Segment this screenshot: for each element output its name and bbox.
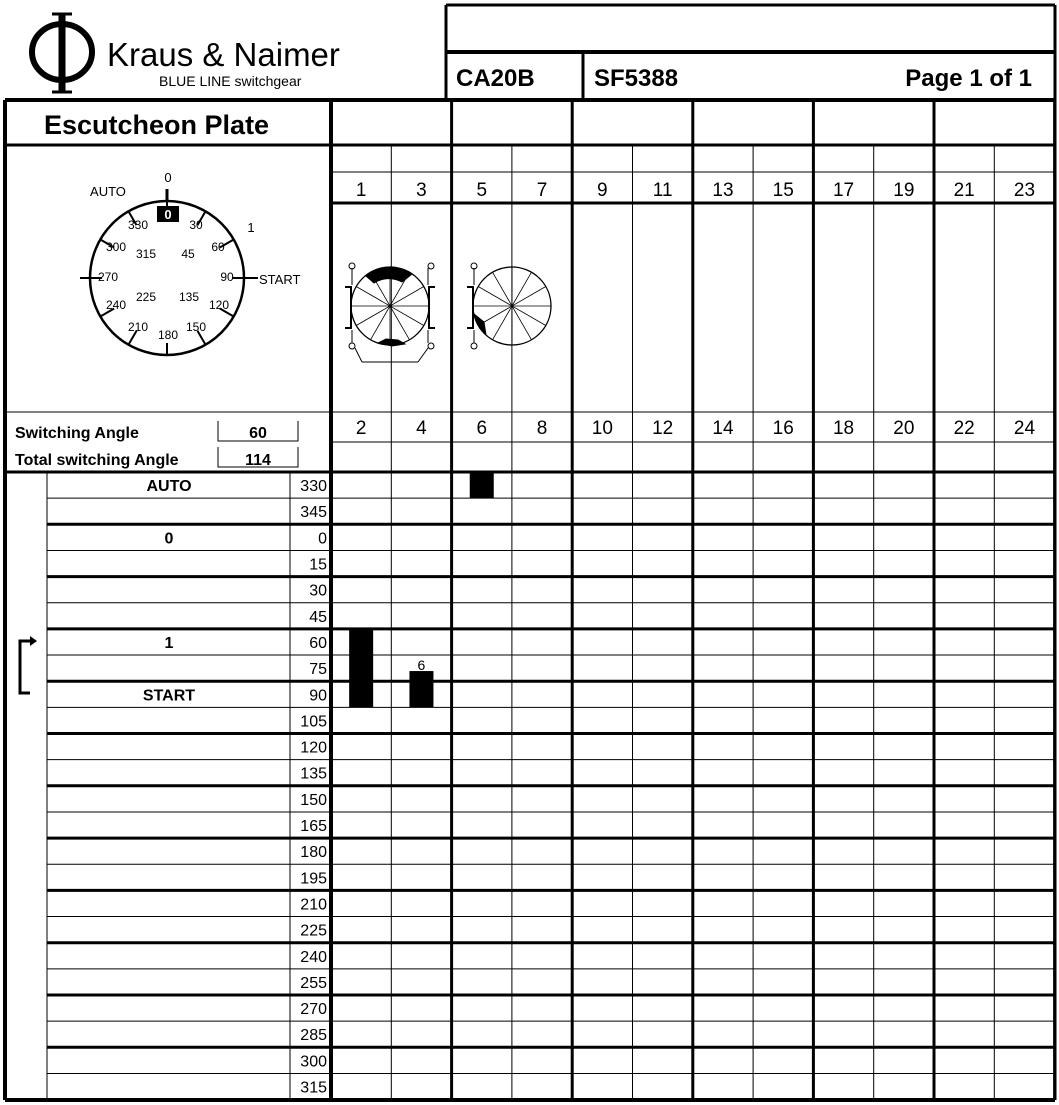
dial-mark-225: 225 [135, 290, 157, 304]
contact-number-bottom: 4 [416, 418, 427, 439]
contact-number-top: 15 [772, 180, 794, 201]
total-angle-value: 114 [245, 452, 271, 469]
dial-mark-210: 210 [127, 320, 149, 334]
contact-number-top: 17 [832, 180, 855, 201]
contact-number-top: 21 [953, 180, 975, 201]
position-angle: 15 [309, 556, 327, 574]
contact-number-top: 7 [536, 180, 548, 201]
contact-number-top: 11 [652, 180, 673, 201]
position-angle: 45 [309, 608, 327, 626]
position-angle: 150 [300, 791, 327, 809]
dial-mark-60: 60 [211, 240, 225, 254]
dial-mark-0: 0 [164, 207, 172, 222]
brand-name: Kraus & Naimer [107, 36, 340, 73]
contact-number-top: 1 [355, 180, 367, 201]
position-angle: 240 [300, 948, 327, 966]
dial-mark-300: 300 [105, 240, 127, 254]
position-angle: 315 [300, 1079, 327, 1097]
dial-mark-180: 180 [157, 328, 179, 342]
position-label-1: 1 [247, 220, 255, 235]
switching-angle-value: 60 [249, 425, 267, 442]
position-name: 1 [164, 634, 174, 652]
contact-number-top: 13 [712, 180, 734, 201]
dial-mark-90: 90 [220, 270, 234, 284]
dial-mark-135: 135 [178, 290, 200, 304]
plate-title: Escutcheon Plate [44, 110, 270, 140]
contact-number-top: 9 [597, 180, 608, 201]
position-label-start: START [259, 272, 301, 287]
dial-mark-270: 270 [97, 270, 119, 284]
contact-number-bottom: 14 [712, 418, 734, 439]
brand-tagline: BLUE LINE switchgear [159, 73, 302, 89]
contact-number-bottom: 24 [1013, 418, 1036, 439]
contact-schematic [345, 263, 551, 362]
dial-mark-150: 150 [185, 320, 207, 334]
position-angle: 135 [300, 765, 327, 783]
model-number: CA20B [456, 65, 535, 92]
position-angle: 0 [318, 530, 327, 548]
position-angle: 255 [300, 974, 327, 992]
position-angle: 195 [300, 870, 327, 888]
position-angle: 285 [300, 1027, 327, 1045]
closure-bar [349, 629, 373, 707]
position-angle: 180 [300, 844, 327, 862]
position-angle: 300 [300, 1053, 327, 1071]
company-logo [32, 14, 92, 92]
dial-mark-120: 120 [208, 298, 230, 312]
position-angle: 210 [300, 896, 327, 914]
closure-label: 6 [417, 657, 426, 674]
contact-number-top: 23 [1013, 180, 1036, 201]
position-table [143, 478, 327, 1096]
page-indicator: Page 1 of 1 [905, 65, 1032, 92]
diagram-grid [5, 100, 1055, 1100]
contact-number-bottom: 6 [476, 418, 488, 439]
closure-bar [409, 671, 433, 707]
position-label-0: 0 [164, 170, 172, 185]
position-angle: 345 [300, 504, 327, 522]
position-angle: 165 [300, 818, 327, 836]
position-name: 0 [164, 530, 174, 548]
closure-bar [470, 472, 494, 498]
contact-number-top: 3 [416, 180, 427, 201]
total-angle-label: Total switching Angle [15, 452, 179, 469]
header-frame [5, 5, 1055, 1100]
position-name: AUTO [146, 478, 192, 496]
position-label-auto: AUTO [90, 184, 126, 199]
contact-number-bottom: 10 [591, 418, 613, 439]
dial-mark-315: 315 [135, 247, 157, 261]
contact-number-top: 19 [893, 180, 915, 201]
position-angle: 105 [300, 713, 327, 731]
contact-number-bottom: 8 [536, 418, 548, 439]
contact-number-bottom: 20 [893, 418, 915, 439]
spring-return-bracket [20, 641, 32, 693]
position-name: START [142, 687, 196, 705]
contact-number-bottom: 16 [772, 418, 794, 439]
position-angle: 225 [300, 922, 327, 940]
contact-number-bottom: 12 [652, 418, 674, 439]
arrow-icon [30, 636, 37, 646]
contact-number-bottom: 22 [953, 418, 975, 439]
position-angle: 90 [309, 687, 327, 705]
switching-angle-label: Switching Angle [15, 425, 139, 442]
position-angle: 30 [309, 582, 327, 600]
contact-number-top: 5 [476, 180, 488, 201]
contact-number-bottom: 2 [355, 418, 367, 439]
escutcheon-dial [80, 170, 300, 355]
contact-closures [349, 472, 494, 707]
dial-mark-240: 240 [105, 298, 127, 312]
diagram-code: SF5388 [594, 65, 679, 92]
position-angle: 120 [300, 739, 327, 757]
position-angle: 75 [309, 661, 327, 679]
contact-number-bottom: 18 [832, 418, 855, 439]
dial-mark-330: 330 [127, 218, 149, 232]
dial-mark-45: 45 [181, 247, 195, 261]
position-angle: 60 [309, 634, 327, 652]
position-angle: 270 [300, 1001, 327, 1019]
position-angle: 330 [300, 478, 327, 496]
dial-mark-30: 30 [189, 218, 203, 232]
